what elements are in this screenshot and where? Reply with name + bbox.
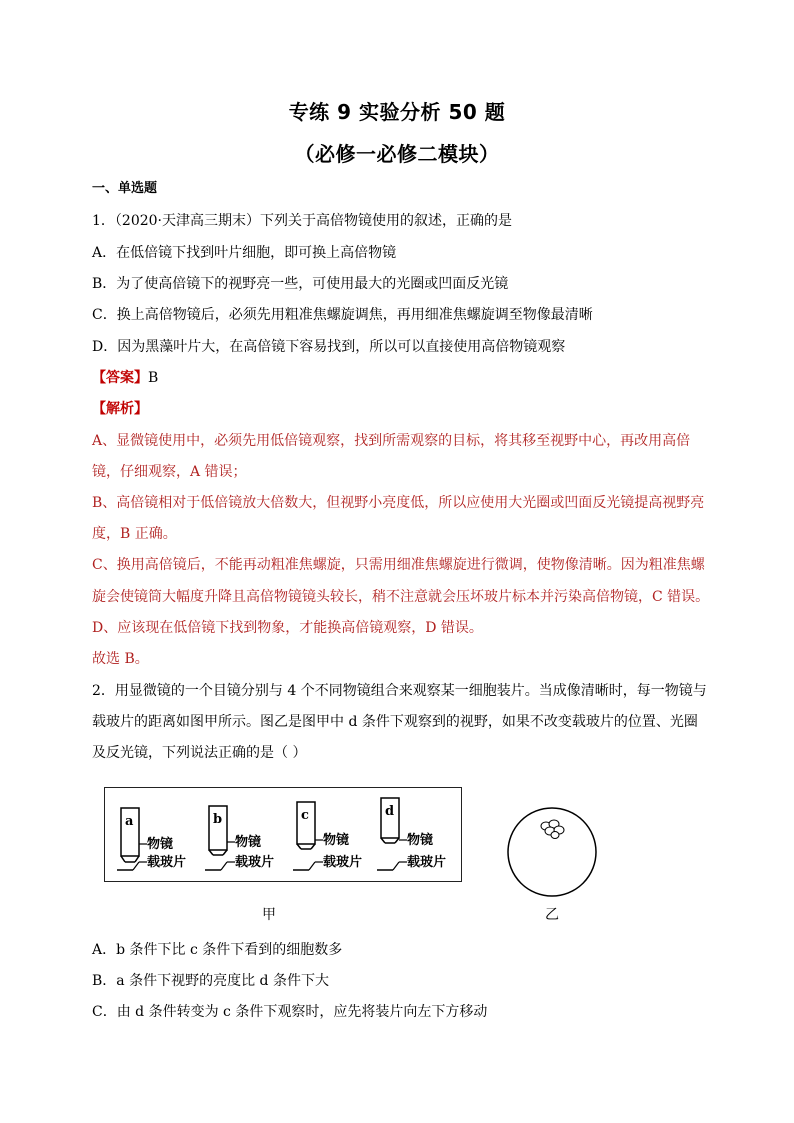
slide-label: 载玻片 <box>147 855 187 870</box>
analysis-line-7: D、应该现在低倍镜下找到物象，才能换高倍镜观察，D 错误。 <box>92 620 483 636</box>
answer-label: 【答案】 <box>92 370 148 386</box>
lens-label: 物镜 <box>147 837 174 852</box>
q1-option-a: A．在低倍镜下找到叶片细胞，即可换上高倍物镜 <box>92 245 397 261</box>
objective-b <box>205 806 274 870</box>
figure-caption-yi: 乙 <box>545 907 559 923</box>
page-subtitle: （必修一必修二模块） <box>294 142 500 166</box>
q1-option-b: B．为了使高倍镜下的视野亮一些，可使用最大的光圈或凹面反光镜 <box>92 276 509 292</box>
objectives-diagram <box>105 788 463 883</box>
objective-c <box>293 802 362 870</box>
q1-stem: 1．（2020·天津高三期末）下列关于高倍物镜使用的叙述，正确的是 <box>92 213 512 229</box>
lens-label: 物镜 <box>407 833 434 848</box>
objective-letter: a <box>125 814 134 829</box>
lens-label: 物镜 <box>235 835 262 850</box>
q2-stem-line-2: 载玻片的距离如图甲所示。图乙是图甲中 d 条件下观察到的视野，如果不改变载玻片的位置、光圈 <box>92 714 698 730</box>
section-heading: 一、单选题 <box>92 181 158 196</box>
analysis-conclusion: 故选 B。 <box>92 651 149 667</box>
q2-stem-line-1: 2．用显微镜的一个目镜分别与 4 个不同物镜组合来观察某一细胞装片。当成像清晰时，每一物镜与 <box>92 683 707 699</box>
q1-answer <box>92 369 708 387</box>
q1-option-c: C．换上高倍物镜后，必须先用粗准焦螺旋调焦，再用细准焦螺旋调至物像最清晰 <box>92 307 593 323</box>
analysis-label: 【解析】 <box>92 401 148 417</box>
q2-option-b: B．a 条件下视野的亮度比 d 条件下大 <box>92 973 329 989</box>
slide-label: 载玻片 <box>323 855 363 870</box>
lens-label: 物镜 <box>323 833 350 848</box>
figure-jia <box>104 787 462 882</box>
page-title: 专练 9 实验分析 50 题 <box>288 100 506 124</box>
slide-label: 载玻片 <box>235 855 275 870</box>
analysis-line-1: A、显微镜使用中，必须先用低倍镜观察，找到所需观察的目标，将其移至视野中心，再改用高倍 <box>92 433 691 449</box>
q2-stem-line-3: 及反光镜，下列说法正确的是（ ） <box>92 745 307 761</box>
q1-option-d: D．因为黑藻叶片大，在高倍镜下容易找到，所以可以直接使用高倍物镜观察 <box>92 339 566 355</box>
objective-letter: d <box>385 804 395 819</box>
q2-option-a: A．b 条件下比 c 条件下看到的细胞数多 <box>92 942 343 958</box>
objective-a <box>117 808 186 870</box>
q2-option-c: C．由 d 条件转变为 c 条件下观察时，应先将装片向左下方移动 <box>92 1004 488 1020</box>
objective-letter: b <box>213 812 223 827</box>
figure-caption-jia: 甲 <box>262 907 276 923</box>
analysis-line-3: B、高倍镜相对于低倍镜放大倍数大，但视野小亮度低，所以应使用大光圈或凹面反光镜提高视野亮 <box>92 495 705 511</box>
answer-value: B <box>148 370 159 386</box>
field-of-view-diagram <box>504 804 604 904</box>
objective-letter: c <box>301 808 309 823</box>
objective-d <box>377 798 446 870</box>
analysis-line-6: 旋会使镜筒大幅度升降且高倍物镜镜头较长，稍不注意就会压坏玻片标本并污染高倍物镜，C 错误。 <box>92 589 710 605</box>
slide-label: 载玻片 <box>407 855 447 870</box>
analysis-line-5: C、换用高倍镜后，不能再动粗准焦螺旋，只需用细准焦螺旋进行微调，使物像清晰。因为粗准焦螺 <box>92 557 705 573</box>
analysis-line-2: 镜，仔细观察，A 错误； <box>92 464 247 480</box>
analysis-line-4: 度，B 正确。 <box>92 526 177 542</box>
